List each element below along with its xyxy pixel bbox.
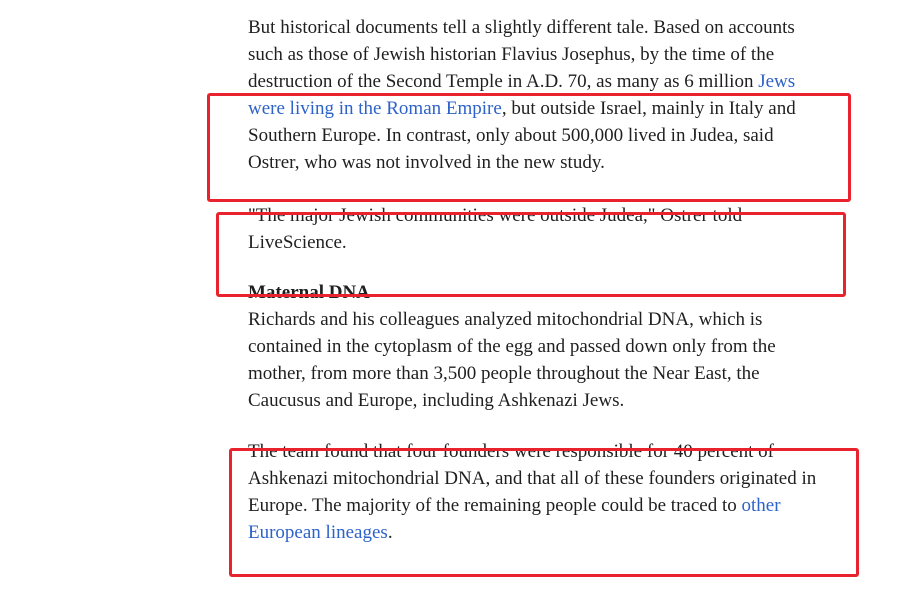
paragraph-ostrer-quote xyxy=(248,202,818,256)
paragraph-text: The team found that four founders were responsible for 40 percent of Ashkenazi mitochondrial DNA, and that all of these founders originated in Europe. The majority of the remaining people could be traced to xyxy=(248,441,817,516)
paragraph-historical-documents xyxy=(248,14,818,176)
paragraph-text: "The major Jewish communities were outside Judea," Ostrer told LiveScience. xyxy=(248,205,743,253)
article-body xyxy=(248,14,818,546)
paragraph-four-founders xyxy=(248,438,818,546)
link-other-european-lineages[interactable]: other European lineages xyxy=(248,495,781,543)
paragraph-text: But historical documents tell a slightly different tale. Based on accounts such as those of Jewish historian Flavius Josephus, by the time of the destruction of the Second Temple in A.D. 70, as many as 6 million xyxy=(248,17,795,92)
paragraph-mitochondrial-analysis xyxy=(248,306,818,414)
section-heading-maternal-dna: Maternal DNA xyxy=(248,282,370,303)
paragraph-text: Richards and his colleagues analyzed mitochondrial DNA, which is contained in the cytoplasm of the egg and passed down only from the mother, from more than 3,500 people throughout the Near East, the Caucusus and Europe, including Ashkenazi Jews. xyxy=(248,309,776,411)
paragraph-text: . xyxy=(387,522,393,543)
paragraph-text: , but outside Israel, mainly in Italy and Southern Europe. In contrast, only about 500,000 lived in Judea, said Ostrer, who was not involved in the new study. xyxy=(248,98,796,173)
link-jews-roman-empire[interactable]: Jews were living in the Roman Empire xyxy=(248,71,796,119)
